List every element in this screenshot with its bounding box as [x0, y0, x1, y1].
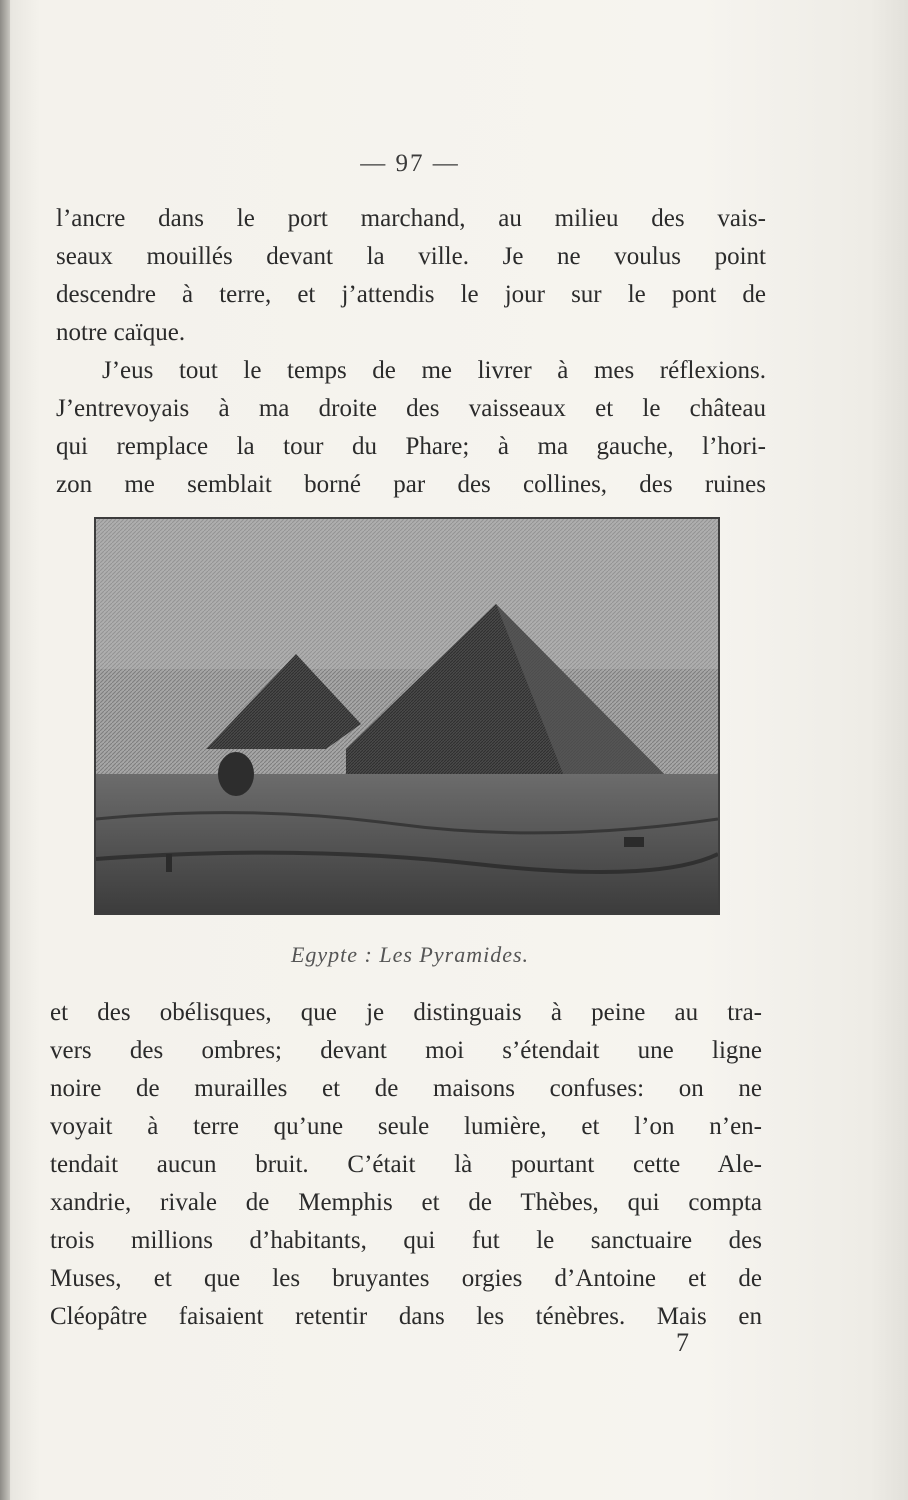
text-line: J’eus tout le temps de me livrer à mes réflexions. [102, 357, 766, 384]
bottom-paragraph [50, 994, 762, 1336]
text-line: J’entrevoyais à ma droite des vaisseaux et le château [56, 395, 766, 422]
text-line: l’ancre dans le port marchand, au milieu des vais- [56, 205, 766, 232]
text-line: et des obélisques, que je distinguais à peine au tra- [50, 999, 762, 1026]
text-line: trois millions d’habitants, qui fut le sanctuaire des [50, 1227, 762, 1254]
text-line: descendre à terre, et j’attendis le jour sur le pont de [56, 281, 766, 308]
text-line: notre caïque. [56, 319, 186, 346]
text-line: Muses, et que les bruyantes orgies d’Antoine et de [50, 1265, 762, 1292]
text-line: seaux mouillés devant la ville. Je ne voulus point [56, 243, 766, 270]
text-line: xandrie, rivale de Memphis et de Thèbes, qui compta [50, 1189, 762, 1216]
signature-mark: 7 [676, 1328, 689, 1357]
pyramids-illustration [94, 517, 720, 915]
text-line: zon me semblait borné par des collines, des ruines [56, 471, 766, 498]
text-line: voyait à terre qu’une seule lumière, et l’on n’en- [50, 1113, 762, 1140]
text-line: noire de murailles et de maisons confuses: on ne [50, 1075, 762, 1102]
text-line: Cléopâtre faisaient retentir dans les ténèbres. Mais en [50, 1303, 762, 1330]
text-line: vers des ombres; devant moi s’étendait une ligne [50, 1037, 762, 1064]
figure-caption: Egypte : Les Pyramides. [290, 942, 530, 967]
text-line: qui remplace la tour du Phare; à ma gauche, l’hori- [56, 433, 766, 460]
book-spine-shadow [0, 0, 10, 1500]
page-number: — 97 — [360, 150, 460, 177]
text-line: tendait aucun bruit. C’était là pourtant cette Ale- [50, 1151, 762, 1178]
top-paragraphs [56, 200, 766, 504]
